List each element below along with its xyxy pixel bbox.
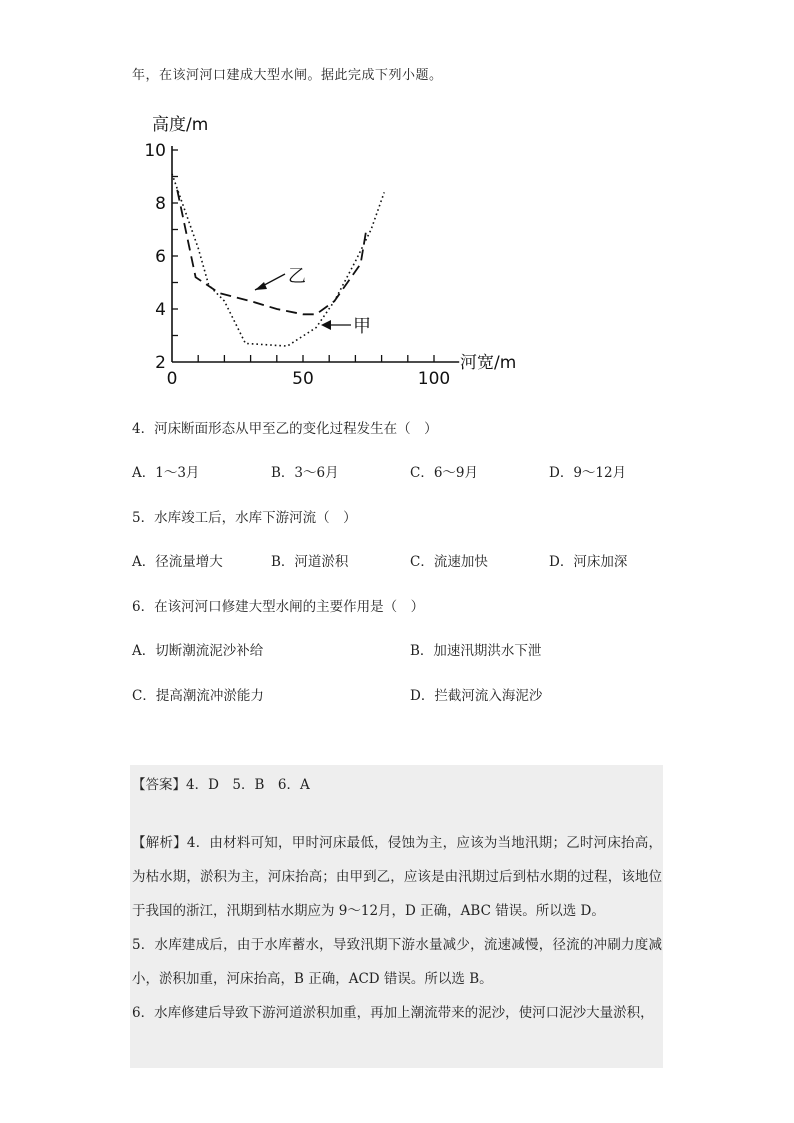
x-tick-label: 50 <box>292 369 314 389</box>
q4-option-b[interactable]: B．3～6月 <box>271 465 339 481</box>
series-pointer-arrowhead <box>321 320 331 330</box>
y-tick-label: 8 <box>155 194 166 214</box>
y-tick-label: 4 <box>155 300 166 320</box>
explanation-q6: 6．水库修建后导致下游河道淤积加重，再加上潮流带来的泥沙，使河口泥沙大量淤积， <box>132 1005 654 1021</box>
x-tick-label: 0 <box>166 369 178 389</box>
q5-option-b[interactable]: B．河道淤积 <box>271 554 349 570</box>
question-6-stem: 6．在该河河口修建大型水闸的主要作用是（ ） <box>132 599 425 615</box>
q4-option-d[interactable]: D．9～12月 <box>549 465 627 481</box>
series-label-jia: 甲 <box>353 316 371 337</box>
q5-option-c[interactable]: C．流速加快 <box>410 554 488 570</box>
q4-option-a[interactable]: A．1～3月 <box>132 465 200 481</box>
series-pointer-arrowhead <box>255 282 267 290</box>
cross-section-chart <box>130 104 530 394</box>
answer-line: 【答案】4．D 5．B 6．A <box>132 777 310 793</box>
q6-option-c[interactable]: C．提高潮流冲淤能力 <box>132 688 264 704</box>
y-tick-label: 6 <box>155 247 166 267</box>
question-4-stem: 4．河床断面形态从甲至乙的变化过程发生在（ ） <box>132 421 438 437</box>
chart-labels <box>144 115 516 389</box>
q6-option-a[interactable]: A．切断潮流泥沙补给 <box>132 643 264 659</box>
y-axis-title: 高度/m <box>152 115 209 135</box>
question-5-stem: 5．水库竣工后，水库下游河流（ ） <box>132 510 357 526</box>
explanation-q5: 5．水库建成后，由于水库蓄水，导致汛期下游水量减少，流速减慢，径流的冲刷力度减小，淤积加重，河床抬高，B 正确，ACD 错误。所以选 B。 <box>132 937 662 987</box>
x-axis-title: 河宽/m <box>460 353 517 373</box>
q4-option-c[interactable]: C．6～9月 <box>410 465 479 481</box>
series-line-1 <box>177 190 366 314</box>
intro-text: 年，在该河河口建成大型水闸。据此完成下列小题。 <box>132 68 443 83</box>
y-tick-label: 2 <box>155 353 166 373</box>
explanation-block <box>132 826 662 1030</box>
explanation-q4: 【解析】4．由材料可知，甲时河床最低，侵蚀为主，应该为当地汛期；乙时河床抬高，为枯水期，淤积为主，河床抬高；由甲到乙，应该是由汛期过后到枯水期的过程，该地位于我国的浙江，汛期到枯水期应为 9～12月，D 正确，ABC 错误。所以选 D。 <box>132 835 662 919</box>
x-tick-label: 100 <box>417 369 451 389</box>
series-label-yi: 乙 <box>288 266 306 287</box>
q5-option-a[interactable]: A．径流量增大 <box>132 554 223 570</box>
q5-option-d[interactable]: D．河床加深 <box>549 554 628 570</box>
q6-option-d[interactable]: D．拦截河流入海泥沙 <box>410 688 543 704</box>
chart-axes <box>172 146 459 362</box>
q6-option-b[interactable]: B．加速汛期洪水下泄 <box>410 643 542 659</box>
y-tick-label: 10 <box>144 141 166 161</box>
